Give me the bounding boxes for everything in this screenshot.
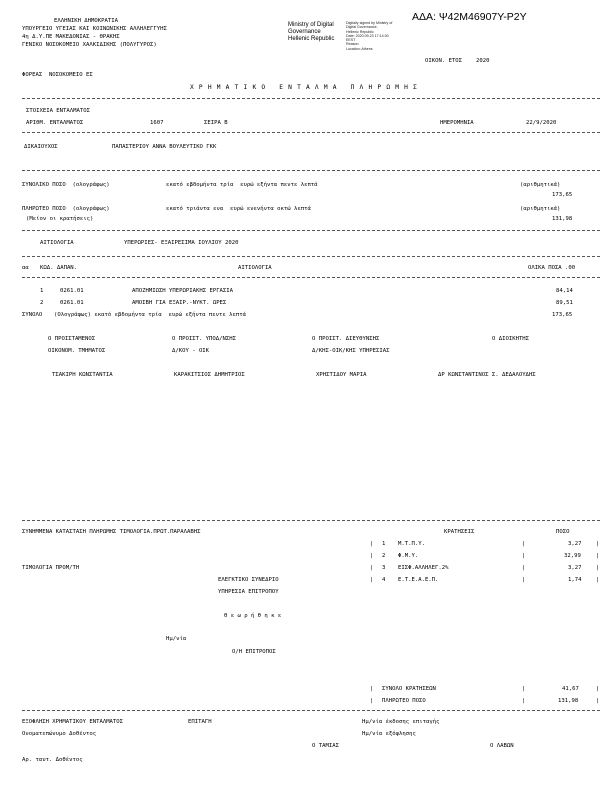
- synoliko-words: εκατό εβδομήντα τρία ευρώ εξήντα πεντε λεπτά: [166, 182, 318, 188]
- sig-name: ΧΡΗΣΤΙΔΟΥ ΜΑΡΙΑ: [316, 372, 367, 378]
- kratisi-bar: |: [370, 577, 374, 583]
- foreas: ΦΟΡΕΑΣ ΝΟΣΟΚΟΜΕΙΟ ΕΣ: [22, 72, 93, 78]
- col-aa: αα: [22, 265, 29, 271]
- kratiseis-label: ΚΡΑΤΗΣΕΙΣ: [444, 529, 475, 535]
- plirwteo-poso-value: 131,98: [558, 698, 579, 704]
- col-kwd: ΚΩΔ. ΔΑΠΑΝ.: [40, 265, 78, 271]
- divider: [22, 132, 600, 133]
- ministry-logo-text: [288, 22, 334, 43]
- hr-exoflisis: Ημ/νία εξόφλησης: [362, 731, 416, 737]
- synimmena: ΣΥΝΗΜΜΕΝΑ ΚΑΤΑΣΤΑΣΗ ΠΛΗΡΩΜΗΣ ΤΙΜΟΛΟΓΙΑ.ΠΡΩΤ.ΠΑΡΑΛΑΒΗΣ: [22, 529, 201, 535]
- timologia: ΤΙΜΟΛΟΓΙΑ ΠΡΟΜ/ΤΗ: [22, 565, 80, 571]
- document-title: ΧΡΗΜΑΤΙΚΟ ΕΝΤΑΛΜΑ ΠΛΗΡΩΜΗΣ: [189, 84, 423, 91]
- kratisi-amount: 3,27: [568, 541, 582, 547]
- kratisi-bar: |: [522, 698, 526, 704]
- sig-line: Location: Athens: [346, 46, 373, 51]
- arithmos-value: 1607: [150, 120, 164, 126]
- kratisi-n: 1: [382, 541, 386, 547]
- row-amount: 89,51: [556, 300, 573, 306]
- kratisi-n: 2: [382, 553, 386, 559]
- sig-title: Ο ΠΡΟΙΣΤ. ΔΙΕΥΘΥΝΣΗΣ: [312, 336, 380, 342]
- kratisi-bar: |: [370, 686, 374, 692]
- kratisi-name: Ε.Τ.Ε.Α.Ε.Π.: [398, 577, 439, 583]
- sig-title: Ο ΔΙΟΙΚΗΤΗΣ: [492, 336, 530, 342]
- kratisi-bar: |: [596, 541, 600, 547]
- arithmos-label: ΑΡΙΘΜ. ΕΝΤΑΛΜΑΤΟΣ: [26, 120, 84, 126]
- header-line2: ΥΠΟΥΡΓΕΙΟ ΥΓΕΙΑΣ ΚΑΙ ΚΟΙΝΩΝΙΚΗΣ ΑΛΛΗΛΕΓΓΥΗΣ: [22, 26, 167, 32]
- hr-nia: Ημ/νία: [166, 636, 187, 642]
- kratisi-bar: |: [370, 553, 374, 559]
- kratisi-bar: |: [596, 553, 600, 559]
- sig-name: ΤΣΑΚΙΡΗ ΚΩΝΣΤΑΝΤΙΑ: [52, 372, 113, 378]
- divider: [22, 277, 600, 278]
- kratisi-amount: 3,27: [568, 565, 582, 571]
- dikaiouxos-label: ΔΙΚΑΙΟΥΧΟΣ: [24, 144, 58, 150]
- synolo-kratisewn-value: 41,67: [562, 686, 579, 692]
- kratisi-bar: |: [596, 577, 600, 583]
- ellegktiko: ΕΛΕΓΚΤΙΚΟ ΣΥΝΕΔΡΙΟ: [218, 577, 279, 583]
- imerominia-value: 22/9/2020: [526, 120, 557, 126]
- ministry-line3: Hellenic Republic: [288, 36, 335, 42]
- header-line1: ΕΛΛΗΝΙΚΗ ΔΗΜΟΚΡΑΤΙΑ: [54, 18, 118, 24]
- kratisi-amount: 32,99: [564, 553, 581, 559]
- synoliko-label: ΣΥΝΟΛΙΚΟ ΠΟΣΟ (ολογράφως): [22, 182, 110, 188]
- thewrithike: Θ ε ω ρ ή θ η κ ε: [224, 613, 282, 619]
- col-poso: ΟΛΙΚΑ ΠΟΣΑ .00: [528, 265, 576, 271]
- kratisi-name: ΕΙΣΦ.ΑΛΛΗΛΕΓ.2%: [398, 565, 449, 571]
- poso-label: ΠΟΣΟ: [556, 529, 570, 535]
- ministry-line1: Ministry of Digital: [288, 22, 334, 28]
- onomatep: Ονοματεπώνυμο Δοθέντος: [22, 731, 97, 737]
- header-line3: 4η Δ.Υ.ΠΕ ΜΑΚΕΔΟΝΙΑΣ - ΘΡΑΚΗΣ: [22, 34, 120, 40]
- digital-signature: [346, 21, 392, 51]
- sig-line: EEST: [346, 38, 356, 43]
- sig-name: ΚΑΡΑΚΙΤΣΙΟΣ ΔΗΜΗΤΡΙΟΣ: [174, 372, 245, 378]
- kratisi-bar: |: [522, 577, 526, 583]
- seira-label: ΣΕΙΡΑ Β: [204, 120, 228, 126]
- kratisi-n: 4: [382, 577, 386, 583]
- tamias: Ο ΤΑΜΙΑΣ: [312, 743, 339, 749]
- row-amount: 84,14: [556, 288, 573, 294]
- epitagi: ΕΠΙΤΑΓΗ: [188, 719, 212, 725]
- plirwteo-value: 131,98: [552, 216, 573, 222]
- kratisi-bar: |: [370, 541, 374, 547]
- sig-title: Ο ΠΡΟΙΣΤ. ΥΠΟΔ/ΝΣΗΣ: [172, 336, 236, 342]
- oikon-etos-label: ΟΙΚΟΝ. ΕΤΟΣ: [425, 58, 463, 64]
- kratisi-amount: 1,74: [568, 577, 582, 583]
- divider: [22, 520, 600, 521]
- kratisi-bar: |: [522, 541, 526, 547]
- kratisi-name: Φ.Μ.Υ.: [398, 553, 419, 559]
- ar-taut: Αρ. ταυτ. Δοθέντος: [22, 757, 83, 763]
- aitiologia-value: ΥΠΕΡΩΡΙΕΣ- ΕΞΑΙΡΕΣΙΜΑ ΙΟΥΛΙΟΥ 2020: [124, 240, 239, 246]
- row-aa: 2: [40, 300, 44, 306]
- ada-code: ΑΔΑ: Ψ42Μ46907Υ-Ρ2Υ: [412, 11, 527, 23]
- dikaiouxos-value: ΠΑΠΑΣΤΕΡΙΟΥ ΑΝΝΑ ΒΟΥΛΕΥΤΙΚΟ ΓΚΚ: [112, 144, 217, 150]
- col-aitiologia: ΑΙΤΙΟΛΟΓΙΑ: [238, 265, 272, 271]
- divider: [22, 98, 600, 99]
- row-kwd: 0261.01: [60, 288, 84, 294]
- kratisi-bar: |: [596, 698, 600, 704]
- oikon-etos-value: 2020: [476, 58, 490, 64]
- total-words: (Ολογράφως) εκατό εβδομήντα τρία ευρώ εξήντα πεντε λεπτά: [54, 312, 246, 318]
- header-line4: ΓΕΝΙΚΟ ΝΟΣΟΚΟΜΕΙΟ ΧΑΛΚΙΔΙΚΗΣ (ΠΟΛΥΓΥΡΟΣ): [22, 42, 157, 48]
- imerominia-label: ΗΜΕΡΟΜΗΝΙΑ: [440, 120, 474, 126]
- synoliko-value: 173,65: [552, 192, 573, 198]
- divider: [22, 256, 600, 257]
- total-label: ΣΥΝΟΛΟ: [22, 312, 43, 318]
- sig-title: Δ/ΚΟΥ - ΟΙΚ: [172, 348, 210, 354]
- plirwteo-arith-label: (αριθμητικά): [520, 206, 561, 212]
- sig-line: Digital Governance,: [346, 25, 378, 30]
- kratisi-n: 3: [382, 565, 386, 571]
- plirwteo-words: εκατό τριάντα ενα ευρώ ενενήντα οκτώ λεπτά: [166, 206, 311, 212]
- lavwn: Ο ΛΑΒΩΝ: [490, 743, 514, 749]
- sig-title: Ο ΠΡΟΙΣΤΑΜΕΝΟΣ: [48, 336, 96, 342]
- sig-line: Date: 2020.09.23 17:14:30: [346, 33, 389, 38]
- hr-ekdosis: Ημ/νία έκδοσης επιταγής: [362, 719, 440, 725]
- row-desc: ΑΠΟΖΗΜΙΩΣΗ ΥΠΕΡΩΡΙΑΚΗΣ ΕΡΓΑΣΙΑ: [132, 288, 234, 294]
- sig-line: Hellenic Republic: [346, 29, 374, 34]
- meion-label: (Μείον οι κρατήσεις): [26, 216, 94, 222]
- synoliko-arith-label: (αριθμητικά): [520, 182, 561, 188]
- sig-line: Digitally signed by Ministry of: [346, 21, 393, 25]
- kratisi-name: Μ.Τ.Π.Υ.: [398, 541, 425, 547]
- plirwteo-poso-label: ΠΛΗΡΩΤΕΟ ΠΟΣΟ: [382, 698, 426, 704]
- divider: [22, 170, 600, 171]
- ministry-line2: Governance: [288, 29, 321, 35]
- divider: [22, 710, 600, 711]
- total-value: 173,65: [552, 312, 573, 318]
- synolo-kratisewn-label: ΣΥΝΟΛΟ ΚΡΑΤΗΣΕΩΝ: [382, 686, 436, 692]
- divider: [22, 230, 600, 231]
- row-kwd: 0261.01: [60, 300, 84, 306]
- kratisi-bar: |: [370, 698, 374, 704]
- kratisi-bar: |: [596, 565, 600, 571]
- sig-title: Δ/ΚΗΣ-ΟΙΚ/ΚΗΣ ΥΠΗΡΕΣΙΑΣ: [312, 348, 390, 354]
- stoixeia-label: ΣΤΟΙΧΕΙΑ ΕΝΤΑΛΜΑΤΟΣ: [26, 108, 90, 114]
- kratisi-bar: |: [522, 565, 526, 571]
- aitiologia-label: ΑΙΤΙΟΛΟΓΙΑ: [40, 240, 74, 246]
- exoflisi: ΕΞΟΦΛΗΣΗ ΧΡΗΜΑΤΙΚΟΥ ΕΝΤΑΛΜΑΤΟΣ: [22, 719, 124, 725]
- kratisi-bar: |: [522, 686, 526, 692]
- row-aa: 1: [40, 288, 44, 294]
- sig-line: Reason:: [346, 42, 360, 47]
- sig-name: ΔΡ ΚΩΝΣΤΑΝΤΙΝΟΣ Σ. ΔΕΔΑΛΟΥΔΗΣ: [438, 372, 536, 378]
- ypiresia-epitropou: ΥΠΗΡΕΣΙΑ ΕΠΙΤΡΟΠΟΥ: [218, 589, 279, 595]
- epitropos: Ο/Η ΕΠΙΤΡΟΠΟΣ: [232, 649, 276, 655]
- row-desc: ΑΜΟΙΒΗ ΓΙΑ ΕΞΑΙΡ.-ΝΥΚΤ. ΩΡΕΣ: [132, 300, 227, 306]
- kratisi-bar: |: [596, 686, 600, 692]
- plirwteo-label: ΠΛΗΡΩΤΕΟ ΠΟΣΟ (ολογράφως): [22, 206, 110, 212]
- kratisi-bar: |: [370, 565, 374, 571]
- kratisi-bar: |: [522, 553, 526, 559]
- sig-title: ΟΙΚΟΝΟΜ. ΤΜΗΜΑΤΟΣ: [48, 348, 106, 354]
